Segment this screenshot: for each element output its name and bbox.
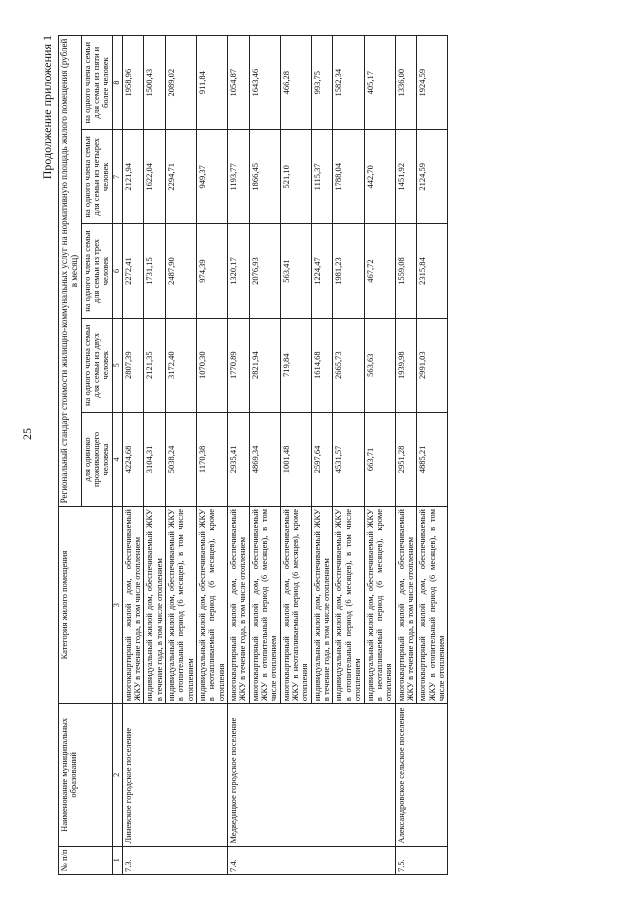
cost-value: 911,84: [197, 36, 228, 130]
cost-value: 2089,02: [165, 36, 196, 130]
column-numbers-row: [112, 36, 122, 875]
housing-category: индивидуальный жилой дом, обеспечиваемый ЖКУ в неотапливаемый период (6 месяцев), кроме отопления: [197, 507, 228, 704]
row-number: 7.5.: [395, 846, 448, 874]
rotated-page-content: [40, 35, 640, 875]
cost-value: 2807,39: [122, 318, 144, 412]
table-row: [228, 36, 250, 875]
cost-value: 1559,08: [395, 224, 417, 318]
cost-value: 1115,37: [311, 130, 333, 224]
cost-value: 4869,34: [249, 412, 280, 506]
housing-category: многоквартирный жилой дом, обеспечиваемый ЖКУ в отопительный период (6 месяцев), в том числе отоплением: [417, 507, 448, 704]
cost-value: 2294,71: [165, 130, 196, 224]
col-number: 2: [112, 704, 122, 846]
row-number: 7.3.: [122, 846, 227, 874]
housing-category: многоквартирный жилой дом, обеспечиваемый ЖКУ в отопительный период (6 месяцев), в том числе отоплением: [249, 507, 280, 704]
cost-value: 1500,43: [144, 36, 166, 130]
header-col-three: на одного члена семьи для семьи из трех человек: [81, 224, 112, 318]
header-standard: Региональный стандарт стоимости жилищно-коммунальных услуг на нормативную площадь жилого помещения (рублей в месяц): [59, 36, 82, 507]
cost-value: 1958,96: [122, 36, 144, 130]
page-number: 25: [20, 428, 34, 440]
housing-category: многоквартирный жилой дом, обеспечиваемый ЖКУ в течение года, в том числе отоплением: [122, 507, 144, 704]
cost-value: 2665,73: [333, 318, 364, 412]
cost-value: 4885,21: [417, 412, 448, 506]
housing-category: индивидуальный жилой дом, обеспечиваемый ЖКУ в неотапливаемый период (6 месяцев), кроме отопления: [364, 507, 395, 704]
cost-value: 1193,77: [228, 130, 250, 224]
cost-value: 521,10: [280, 130, 311, 224]
cost-value: 2121,94: [122, 130, 144, 224]
table-row: [122, 36, 144, 875]
housing-category: многоквартирный жилой дом, обеспечиваемый ЖКУ в неотапливаемый период (6 месяцев), кроме отопления: [280, 507, 311, 704]
cost-value: 719,84: [280, 318, 311, 412]
cost-value: 467,72: [364, 224, 395, 318]
cost-value: 1336,00: [395, 36, 417, 130]
table-body: [122, 36, 448, 875]
cost-value: 5038,24: [165, 412, 196, 506]
housing-category: индивидуальный жилой дом, обеспечиваемый ЖКУ в отопительный период (6 месяцев), в том числе отоплением: [165, 507, 196, 704]
header-col-five: на одного члена семьи для семьи из пяти и более человек: [81, 36, 112, 130]
cost-value: 1320,17: [228, 224, 250, 318]
cost-value: 1170,38: [197, 412, 228, 506]
row-number: 7.4.: [228, 846, 396, 874]
cost-value: 1622,04: [144, 130, 166, 224]
cost-value: 1643,46: [249, 36, 280, 130]
housing-cost-table: [58, 35, 448, 875]
cost-value: 466,28: [280, 36, 311, 130]
cost-value: 2935,41: [228, 412, 250, 506]
cost-value: 1054,87: [228, 36, 250, 130]
housing-category: индивидуальный жилой дом, обеспечиваемый ЖКУ в отопительный период (6 месяцев), в том числе отоплением: [333, 507, 364, 704]
cost-value: 1731,15: [144, 224, 166, 318]
cost-value: 3172,40: [165, 318, 196, 412]
housing-category: многоквартирный жилой дом, обеспечиваемый ЖКУ в течение года, в том числе отоплением: [395, 507, 417, 704]
cost-value: 949,37: [197, 130, 228, 224]
col-number: 4: [112, 412, 122, 506]
cost-value: 2124,59: [417, 130, 448, 224]
header-name: Наименование муниципальных образований: [59, 704, 113, 846]
cost-value: 1614,68: [311, 318, 333, 412]
cost-value: 1939,98: [395, 318, 417, 412]
table-row: [395, 36, 417, 875]
cost-value: 2315,84: [417, 224, 448, 318]
col-number: 3: [112, 507, 122, 704]
cost-value: 2272,41: [122, 224, 144, 318]
cost-value: 1451,92: [395, 130, 417, 224]
municipality-name: Линевское городское поселение: [122, 704, 227, 846]
cost-value: 2821,94: [249, 318, 280, 412]
cost-value: 2951,28: [395, 412, 417, 506]
cost-value: 1582,34: [333, 36, 364, 130]
col-number: 7: [112, 130, 122, 224]
cost-value: 405,17: [364, 36, 395, 130]
cost-value: 2121,35: [144, 318, 166, 412]
cost-value: 2597,64: [311, 412, 333, 506]
cost-value: 2991,03: [417, 318, 448, 412]
cost-value: 974,39: [197, 224, 228, 318]
header-col-four: на одного члена семьи для семьи из четырех человек: [81, 130, 112, 224]
cost-value: 4224,68: [122, 412, 144, 506]
col-number: 8: [112, 36, 122, 130]
cost-value: 2076,93: [249, 224, 280, 318]
cost-value: 1924,59: [417, 36, 448, 130]
cost-value: 2487,90: [165, 224, 196, 318]
housing-category: индивидуальный жилой дом, обеспечиваемый ЖКУ в течение года, в том числе отоплением: [144, 507, 166, 704]
appendix-title: Продолжение приложения 1: [40, 35, 54, 180]
cost-value: 1981,23: [333, 224, 364, 318]
header-col-single: для одиноко проживающего человека: [81, 412, 112, 506]
cost-value: 1866,45: [249, 130, 280, 224]
municipality-name: Медведицкое городское поселение: [228, 704, 396, 846]
housing-category: многоквартирный жилой дом, обеспечиваемый ЖКУ в течение года, в том числе отоплением: [228, 507, 250, 704]
housing-category: индивидуальный жилой дом, обеспечиваемый ЖКУ в течение года, в том числе отоплением: [311, 507, 333, 704]
header-category: Категория жилого помещения: [59, 507, 113, 704]
col-number: 1: [112, 846, 122, 874]
cost-value: 4531,57: [333, 412, 364, 506]
cost-value: 563,63: [364, 318, 395, 412]
header-col-two: на одного члена семьи для семьи из двух человек: [81, 318, 112, 412]
cost-value: 1770,89: [228, 318, 250, 412]
cost-value: 663,71: [364, 412, 395, 506]
col-number: 5: [112, 318, 122, 412]
col-number: 6: [112, 224, 122, 318]
cost-value: 3104,31: [144, 412, 166, 506]
header-num: № п/п: [59, 846, 113, 874]
municipality-name: Александровское сельское поселение: [395, 704, 448, 846]
cost-value: 1788,04: [333, 130, 364, 224]
cost-value: 993,75: [311, 36, 333, 130]
cost-value: 1001,48: [280, 412, 311, 506]
cost-value: 563,41: [280, 224, 311, 318]
cost-value: 1070,30: [197, 318, 228, 412]
cost-value: 1224,47: [311, 224, 333, 318]
cost-value: 442,70: [364, 130, 395, 224]
